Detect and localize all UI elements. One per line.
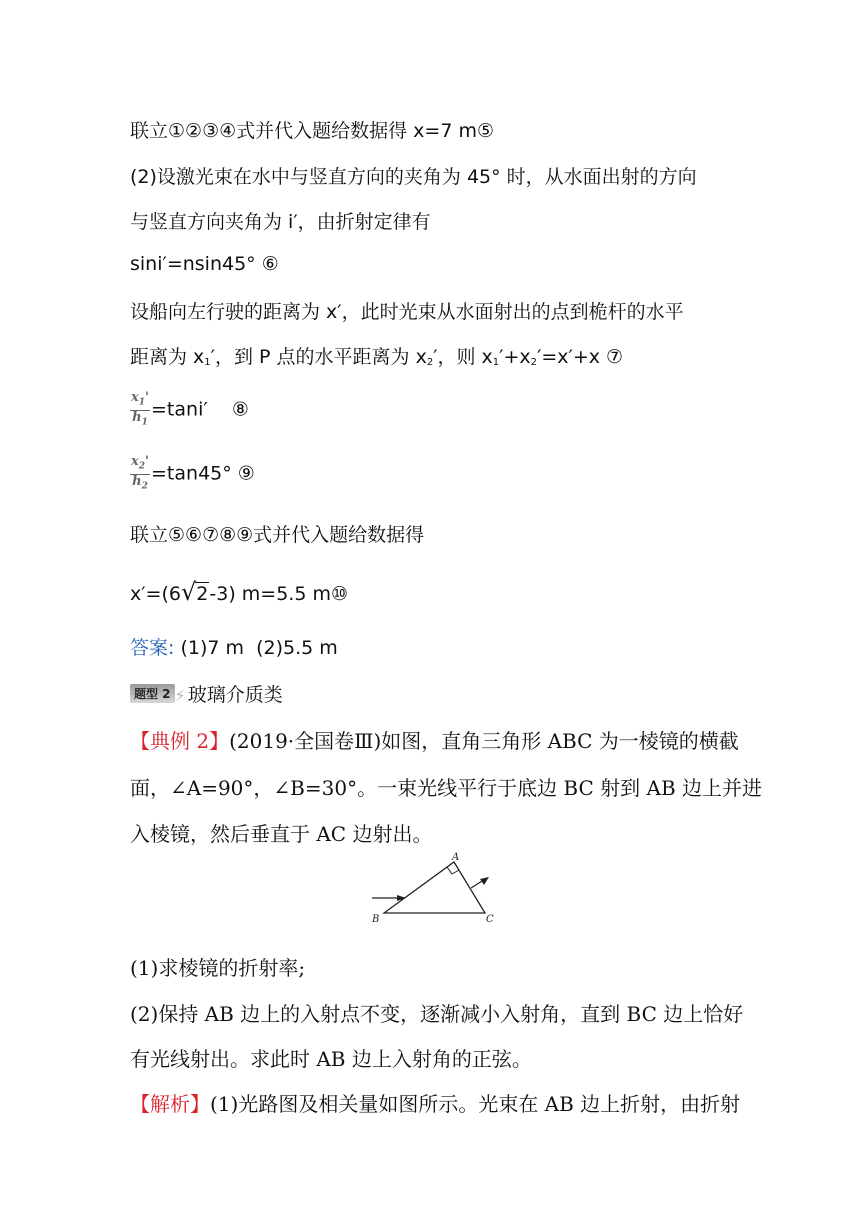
exit-arrow-head (480, 877, 489, 885)
frac1-den: h (132, 409, 142, 425)
prism-figure (368, 850, 528, 930)
frac1-den-sub: 1 (141, 417, 148, 428)
line-10-part-b: -3) m=5.5 m⑩ (209, 583, 348, 605)
frac2-den-sub: 2 (141, 481, 148, 492)
line-6-sub-4: 2 (530, 357, 538, 368)
lightning-icon: ⚡ (174, 686, 186, 705)
fraction-x2-h2 (130, 455, 150, 493)
frac1-num: x (131, 390, 139, 405)
line-1: 联立①②③④式并代入题给数据得 x=7 m⑤ (130, 120, 495, 142)
frac2-den: h (132, 473, 142, 489)
line-6-part-c: ′，到 P 点的水平距离为 x (210, 346, 427, 368)
example-line-2: 面，∠A=90°，∠B=30°。一束光线平行于底边 BC 射到 AB 边上并进 (130, 776, 763, 800)
frac2-num-sup: ' (145, 454, 150, 469)
fraction-x1-h1 (130, 391, 150, 429)
equation-8 (130, 391, 249, 429)
line-6-part-a: 距离为 x (130, 346, 205, 368)
equation-8-text: =tani′ ⑧ (151, 398, 249, 421)
question-1: (1)求棱镜的折射率; (130, 956, 306, 980)
sqrt-sign: √2 (180, 578, 209, 606)
line-6-sub-1: 1 (204, 357, 211, 368)
label-b: B (372, 914, 380, 925)
line-9: 联立⑤⑥⑦⑧⑨式并代入题给数据得 (130, 524, 425, 546)
question-2-line-1: (2)保持 AB 边上的入射点不变，逐渐减小入射角，直到 BC 边上恰好 (130, 1002, 744, 1026)
frac2-num: x (131, 454, 139, 469)
line-10 (130, 578, 348, 606)
answer-text: (1)7 m (2)5.5 m (174, 637, 338, 659)
solution-text: (1)光路图及相关量如图所示。光束在 AB 边上折射，由折射 (210, 1092, 741, 1116)
frac1-num-sub: 1 (138, 397, 146, 408)
line-5: 设船向左行驶的距离为 x′，此时光束从水面射出的点到桅杆的水平 (130, 301, 684, 323)
example-line-3: 入棱镜，然后垂直于 AC 边射出。 (130, 822, 433, 846)
frac1-num-sup: ' (145, 390, 150, 405)
frac2-num-sub: 2 (138, 461, 146, 472)
label-c: C (486, 914, 494, 925)
section-title: 玻璃介质类 (187, 684, 283, 706)
line-6-part-i: ′=x′+x ⑦ (537, 346, 624, 368)
line-6-part-g: ′+x (499, 346, 531, 368)
section-heading (130, 680, 283, 707)
line-6-part-e: ′，则 x (433, 346, 493, 368)
line-2: (2)设激光束在水中与竖直方向的夹角为 45° 时，从水面出射的方向 (130, 166, 697, 188)
triangle-abc (384, 862, 485, 913)
line-6 (130, 342, 623, 369)
line-6-sub-3: 1 (492, 357, 500, 368)
sqrt-radicand: 2 (196, 583, 209, 605)
solution-label: 【解析】 (130, 1092, 210, 1116)
equation-9-text: =tan45° ⑨ (151, 462, 255, 485)
example-text-1: (2019·全国卷Ⅲ)如图，直角三角形 ABC 为一棱镜的横截 (229, 729, 739, 753)
section-badge: 题型 2 (130, 684, 175, 703)
line-4: sini′=nsin45° ⑥ (130, 253, 279, 275)
equation-9 (130, 455, 255, 493)
solution-line (130, 1088, 740, 1117)
example-label: 【典例 2】 (130, 729, 230, 753)
label-a: A (452, 852, 460, 863)
example-line-1 (130, 725, 739, 754)
question-2-line-2: 有光线射出。求此时 AB 边上入射角的正弦。 (130, 1047, 532, 1071)
answer-line (130, 633, 338, 660)
line-10-part-a: x′=(6 (130, 583, 181, 605)
line-6-sub-2: 2 (426, 357, 434, 368)
line-3: 与竖直方向夹角为 i′，由折射定律有 (130, 211, 431, 233)
answer-label: 答案: (130, 637, 175, 659)
